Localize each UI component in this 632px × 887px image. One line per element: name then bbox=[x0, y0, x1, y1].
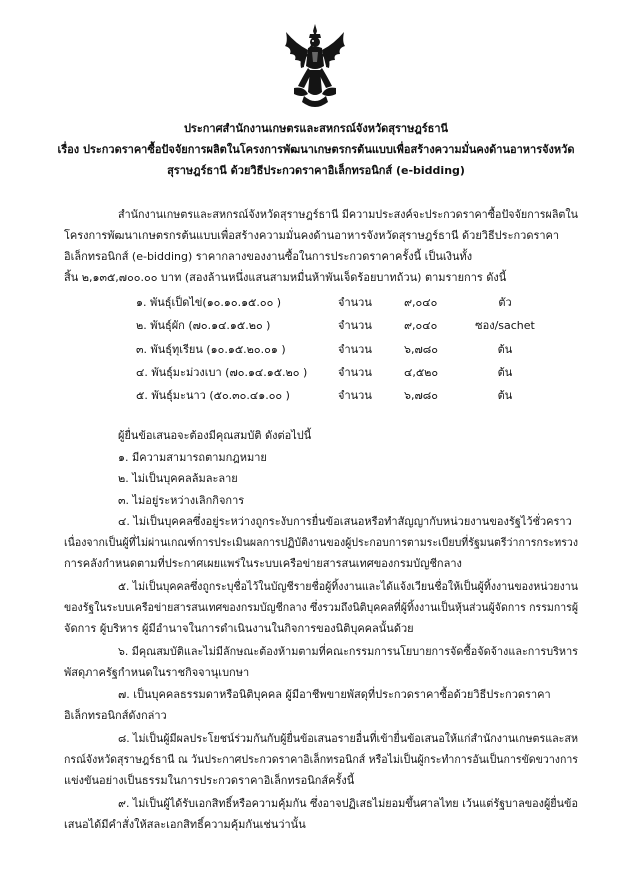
agency-title: ประกาศสำนักงานเกษตรและสหกรณ์จังหวัดสุราษฎร์ธานี bbox=[183, 122, 449, 135]
item-row bbox=[0, 386, 632, 404]
item-name: ๕. พันธุ์มะนาว (๕๐.๓๐.๔๑.๐๐ ) bbox=[136, 389, 290, 402]
item-unit: ต้น bbox=[497, 389, 513, 402]
qualification-line: อิเล็กทรอนิกส์ดังกล่าว bbox=[64, 709, 167, 722]
qualification-line: ๔. ไม่เป็นบุคคลซึ่งอยู่ระหว่างถูกระงับการยื่นข้อเสนอหรือทำสัญญากับหน่วยงานของรัฐไว้ชั่วคราว bbox=[118, 515, 572, 528]
qualification-line: ๑. มีความสามารถตามกฎหมาย bbox=[118, 451, 267, 464]
intro-line-4: สิ้น ๒,๑๓๕,๗๐๐.๐๐ บาท (สองล้านหนึ่งแสนสามหมื่นห้าพันเจ็ดร้อยบาทถ้วน) ตามรายการ ดังนี้ bbox=[64, 271, 507, 284]
item-name: ๔. พันธุ์มะม่วงเบา (๗๐.๑๔.๑๕.๒๐ ) bbox=[136, 366, 308, 379]
item-qty-label: จำนวน bbox=[338, 319, 372, 332]
item-unit: ซอง/sachet bbox=[475, 319, 535, 332]
item-name: ๒. พันธุ์ผัก (๗๐.๑๔.๑๕.๒๐ ) bbox=[136, 319, 271, 332]
subject-line-2: สุราษฎร์ธานี ด้วยวิธีประกวดราคาอิเล็กทรอนิกส์ (e-bidding) bbox=[167, 164, 465, 177]
item-row bbox=[0, 340, 632, 358]
item-row bbox=[0, 293, 632, 311]
item-name: ๑. พันธุ์เป็ดไข่(๑๐.๑๐.๑๕.๐๐ ) bbox=[136, 296, 282, 309]
qualification-line: เนื่องจากเป็นผู้ที่ไม่ผ่านเกณฑ์การประเมินผลการปฏิบัติงานของผู้ประกอบการตามระเบียบที่รัฐมนตรีว่าการกระทรวง bbox=[64, 536, 579, 549]
item-qty: ๖,๗๘๐ bbox=[404, 343, 438, 356]
qualification-line: ของรัฐในระบบเครือข่ายสารสนเทศของกรมบัญชีกลาง ซึ่งรวมถึงนิติบุคคลที่ผู้ทิ้งงานเป็นหุ้นส่วนผู้จัดการ กรรมการผู้ bbox=[64, 601, 578, 614]
qualification-line: ๗. เป็นบุคคลธรรมดาหรือนิติบุคคล ผู้มีอาชีพขายพัสดุที่ประกวดราคาซื้อด้วยวิธีประกวดราคา bbox=[118, 688, 551, 701]
item-qty: ๙,๐๔๐ bbox=[404, 319, 438, 332]
item-row bbox=[0, 363, 632, 381]
item-qty-label: จำนวน bbox=[338, 389, 372, 402]
qualification-line: ๕. ไม่เป็นบุคคลซึ่งถูกระบุชื่อไว้ในบัญชีรายชื่อผู้ทิ้งงานและได้แจ้งเวียนชื่อให้เป็นผู้ทิ้งงานของหน่วยงาน bbox=[118, 580, 578, 593]
item-qty-label: จำนวน bbox=[338, 296, 372, 309]
intro-line-2: โครงการพัฒนาเกษตรกรต้นแบบเพื่อสร้างความมั่นคงด้านอาหารจังหวัดสุราษฎร์ธานี ด้วยวิธีประกวดราคา bbox=[64, 229, 560, 242]
item-unit: ต้น bbox=[497, 366, 513, 379]
qualification-line: ๖. มีคุณสมบัติและไม่มีลักษณะต้องห้ามตามที่คณะกรรมการนโยบายการจัดซื้อจัดจ้างและการบริหาร bbox=[118, 645, 578, 658]
item-qty: ๖,๗๘๐ bbox=[404, 389, 438, 402]
qualification-line: เสนอได้มีคำสั่งให้สละเอกสิทธิ์ความคุ้มกันเช่นว่านั้น bbox=[64, 818, 306, 831]
qualification-line: การคลังกำหนดตามที่ประกาศเผยแพร่ในระบบเครือข่ายสารสนเทศของกรมบัญชีกลาง bbox=[64, 557, 462, 570]
qualification-line: ๘. ไม่เป็นผู้มีผลประโยชน์ร่วมกันกับผู้ยื่นข้อเสนอรายอื่นที่เข้ายื่นข้อเสนอให้แก่สำนักงานเกษตรและสห bbox=[118, 732, 579, 745]
qualification-line: พัสดุภาครัฐกำหนดในราชกิจจานุเบกษา bbox=[64, 666, 250, 679]
qualification-line: ๒. ไม่เป็นบุคคลล้มละลาย bbox=[118, 472, 238, 485]
qualification-line: ๙. ไม่เป็นผู้ได้รับเอกสิทธิ์หรือความคุ้มกัน ซึ่งอาจปฏิเสธไม่ยอมขึ้นศาลไทย เว้นแต่รัฐบาลของผู้ยื่นข้อ bbox=[118, 797, 578, 810]
intro-line-1: สำนักงานเกษตรและสหกรณ์จังหวัดสุราษฎร์ธานี มีความประสงค์จะประกวดราคาซื้อปัจจัยการผลิตใน bbox=[118, 208, 579, 221]
item-qty: ๙,๐๔๐ bbox=[404, 296, 438, 309]
item-qty-label: จำนวน bbox=[338, 343, 372, 356]
intro-line-3: อิเล็กทรอนิกส์ (e-bidding) ราคากลางของงานซื้อในการประกวดราคาครั้งนี้ เป็นเงินทั้ง bbox=[64, 250, 473, 263]
item-unit: ต้น bbox=[497, 343, 513, 356]
qualifications-intro: ผู้ยื่นข้อเสนอจะต้องมีคุณสมบัติ ดังต่อไปนี้ bbox=[118, 429, 312, 442]
item-row bbox=[0, 316, 632, 334]
qualification-line: กรณ์จังหวัดสุราษฎร์ธานี ณ วันประกาศประกวดราคาอิเล็กทรอนิกส์ หรือไม่เป็นผู้กระทำการอันเป็นการขัดขวางการ bbox=[64, 753, 578, 766]
qualification-line: ๓. ไม่อยู่ระหว่างเลิกกิจการ bbox=[118, 494, 245, 507]
item-qty: ๔,๕๒๐ bbox=[404, 366, 439, 379]
qualification-line: แข่งขันอย่างเป็นธรรมในการประกวดราคาอิเล็กทรอนิกส์ครั้งนี้ bbox=[64, 774, 355, 787]
item-qty-label: จำนวน bbox=[338, 366, 372, 379]
subject-line-1: เรื่อง ประกวดราคาซื้อปัจจัยการผลิตในโครงการพัฒนาเกษตรกรต้นแบบเพื่อสร้างความมั่นคงด้านอาหารจังหวัด bbox=[57, 143, 575, 156]
item-name: ๓. พันธุ์ทุเรียน (๑๐.๑๕.๒๐.๐๑ ) bbox=[136, 343, 286, 356]
garuda-emblem-icon bbox=[282, 22, 348, 114]
qualification-line: จัดการ ผู้บริหาร ผู้มีอำนาจในการดำเนินงานในกิจการของนิติบุคคลนั้นด้วย bbox=[64, 622, 414, 635]
item-unit: ตัว bbox=[498, 296, 512, 309]
